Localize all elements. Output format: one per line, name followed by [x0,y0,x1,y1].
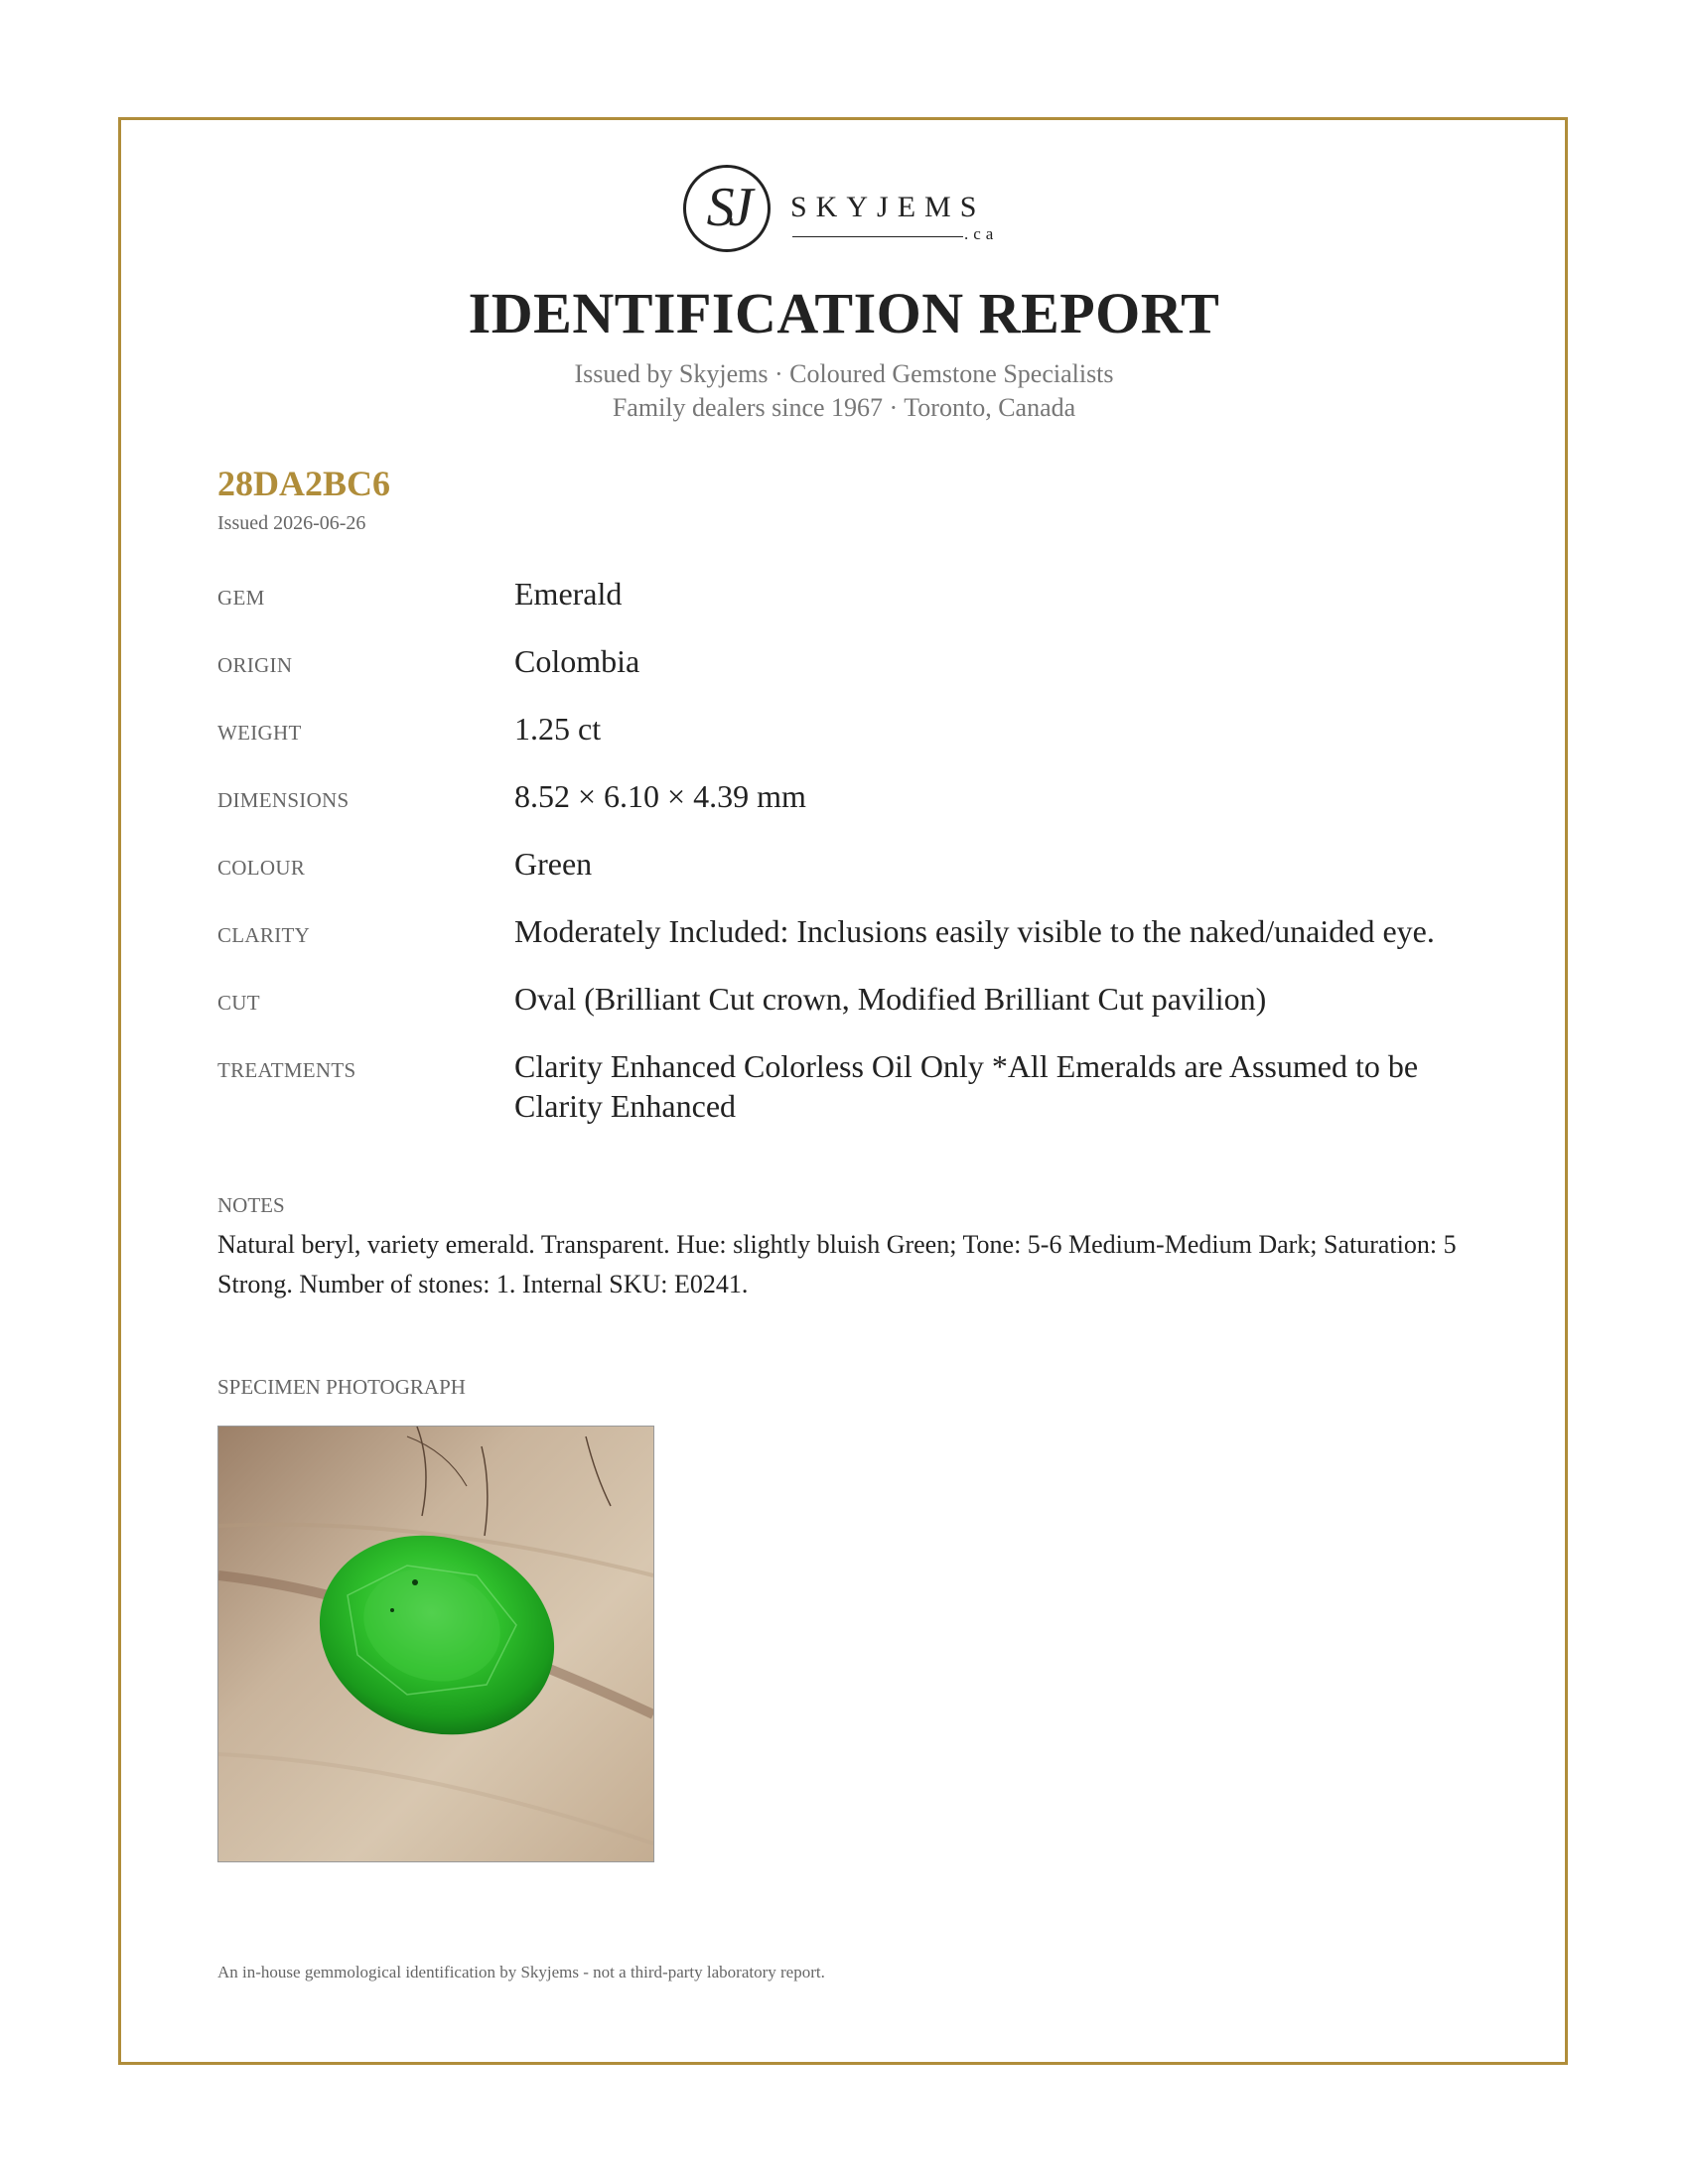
field-label-cut: CUT [217,991,260,1015]
photo-label: SPECIMEN PHOTOGRAPH [217,1375,466,1399]
field-label-colour: COLOUR [217,856,306,880]
issue-date: Issued 2026-06-26 [217,512,366,534]
report-id: 28DA2BC6 [217,464,391,503]
field-value-origin: Colombia [514,643,640,679]
field-label-treatments: TREATMENTS [217,1058,356,1082]
field-value-weight: 1.25 ct [514,711,602,747]
field-label-dimensions: DIMENSIONS [217,788,350,812]
field-label-clarity: CLARITY [217,923,311,947]
report-subtitle-2: Family dealers since 1967 · Toronto, Canada [612,393,1076,422]
field-value-cut: Oval (Brilliant Cut crown, Modified Brilliant Cut pavilion) [514,981,1267,1017]
skyjems-logo [683,165,1011,264]
field-value-treatments: Clarity Enhanced Colorless Oil Only *All Emeralds are Assumed to be Clarity Enhanced [514,1048,1419,1124]
field-value-clarity: Moderately Included: Inclusions easily visible to the naked/unaided eye. [514,913,1435,949]
field-value-dimensions: 8.52 × 6.10 × 4.39 mm [514,778,806,814]
field-value-gem: Emerald [514,576,623,612]
notes-label: NOTES [217,1193,285,1217]
logo-monogram: SJ [706,177,748,238]
specimen-photograph [217,1426,654,1862]
disclaimer: An in-house gemmological identification by Skyjems - not a third-party laboratory report. [217,1963,825,1981]
emerald-photo-illustration [218,1427,653,1861]
notes-text: Natural beryl, variety emerald. Transparent. Hue: slightly bluish Green; Tone: 5-6 Medium-Medium Dark; Saturation: 5 Strong. Number of stones: 1. Internal SKU: E0241. [217,1230,1457,1298]
logo-tld: .ca [964,224,999,243]
report-title: IDENTIFICATION REPORT [468,281,1220,345]
report-subtitle-1: Issued by Skyjems · Coloured Gemstone Specialists [574,359,1114,388]
field-label-gem: GEM [217,586,265,610]
logo-wordmark: SKYJEMS [790,191,986,223]
field-value-colour: Green [514,846,593,882]
logo-rule [792,236,963,237]
field-label-origin: ORIGIN [217,653,293,677]
field-label-weight: WEIGHT [217,721,302,745]
